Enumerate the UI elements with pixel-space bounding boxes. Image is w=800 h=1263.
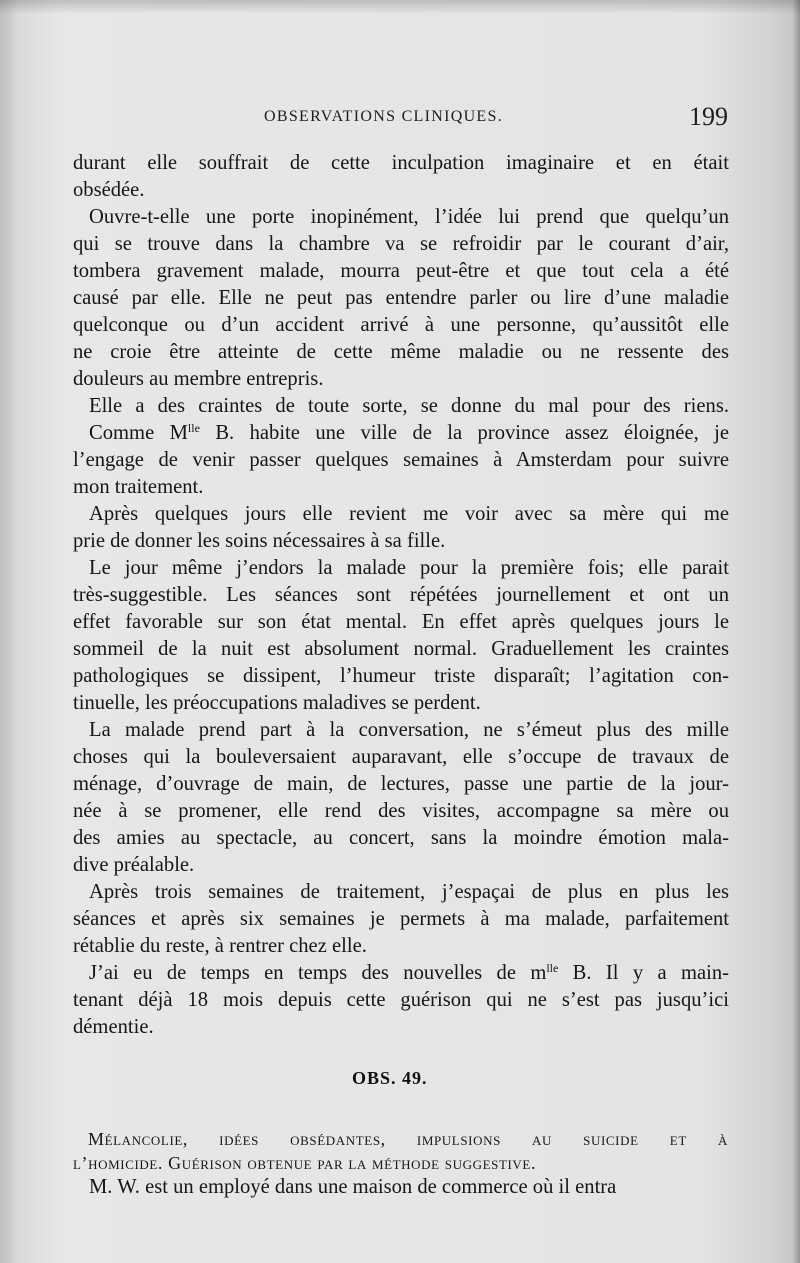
text-line: Le jour même j’endors la malade pour la première fois; elle parait (89, 557, 729, 579)
text-line: l’engage de venir passer quelques semaines à Amsterdam pour suivre (73, 449, 729, 471)
text-line: Après trois semaines de traitement, j’espaçai de plus en plus les (89, 881, 729, 903)
text-line: douleurs au membre entrepris. (73, 368, 324, 390)
text-line: prie de donner les soins nécessaires à sa fille. (73, 530, 446, 552)
superscript: lle (546, 961, 559, 975)
caption-line: l’homicide. Guérison obtenue par la méthode suggestive. (73, 1153, 537, 1173)
page-number: 199 (689, 102, 728, 131)
text-line: sommeil de la nuit est absolument normal. Graduellement les craintes (73, 638, 729, 660)
text-fragment: B. Il y a main- (558, 962, 729, 984)
text-line: née à se promener, elle rend des visites, accompagne sa mère ou (73, 800, 729, 822)
text-line: rétablie du reste, à rentrer chez elle. (73, 935, 367, 957)
text-line: tombera gravement malade, mourra peut-être et que tout cela a été (73, 260, 729, 282)
text-line: causé par elle. Elle ne peut pas entendre parler ou lire d’une maladie (73, 287, 729, 309)
superscript: lle (187, 421, 200, 435)
text-line: M. W. est un employé dans une maison de commerce où il entra (89, 1176, 617, 1198)
text-line: La malade prend part à la conversation, ne s’émeut plus des mille (89, 719, 729, 741)
text-line (73, 420, 729, 447)
text-line: effet favorable sur son état mental. En effet après quelques jours le (73, 611, 729, 633)
text-line: obsédée. (73, 179, 145, 201)
text-line: Elle a des craintes de toute sorte, se donne du mal pour des riens. (89, 395, 729, 417)
body-text (73, 150, 729, 1041)
text-line: pathologiques se dissipent, l’humeur triste disparaît; l’agitation con- (73, 665, 729, 687)
text-line: tinuelle, les préoccupations maladives se perdent. (73, 692, 481, 714)
text-line: Après quelques jours elle revient me voir avec sa mère qui me (89, 503, 729, 525)
text-line (73, 960, 729, 987)
text-fragment: J’ai eu de temps en temps des nouvelles de m (89, 962, 547, 984)
observation-caption (88, 1126, 728, 1153)
observation-heading: OBS. 49. (352, 1068, 428, 1088)
page-edge-shadow (792, 0, 800, 1263)
text-line: démentie. (73, 1016, 154, 1038)
text-line: durant elle souffrait de cette inculpation imaginaire et en était (73, 152, 729, 174)
text-line: choses qui la bouleversaient auparavant, elle s’occupe de travaux de (73, 746, 729, 768)
text-fragment: B. habite une ville de la province assez éloignée, je (199, 422, 729, 444)
text-line: qui se trouve dans la chambre va se refroidir par le courant d’air, (73, 233, 729, 255)
text-line: ne croie être atteinte de cette même maladie ou ne ressente des (73, 341, 729, 363)
caption-line: Mélancolie, idées obsédantes, impulsions au suicide et à (88, 1129, 728, 1149)
text-line: ménage, d’ouvrage de main, de lectures, passe une partie de la jour- (73, 773, 729, 795)
running-head (258, 102, 728, 136)
text-line: quelconque ou d’un accident arrivé à une personne, qu’aussitôt elle (73, 314, 729, 336)
text-line: séances et après six semaines je permets à ma malade, parfaitement (73, 908, 729, 930)
text-line: des amies au spectacle, au concert, sans la moindre émotion mala- (73, 827, 729, 849)
text-line: tenant déjà 18 mois depuis cette guérison qui ne s’est pas jusqu’ici (73, 989, 729, 1011)
text-line: dive préalable. (73, 854, 195, 876)
text-fragment: Comme M (89, 422, 188, 444)
text-line: Ouvre-t-elle une porte inopinément, l’idée lui prend que quelqu’un (89, 206, 729, 228)
running-title: OBSERVATIONS CLINIQUES. (264, 108, 504, 125)
text-line: très-suggestible. Les séances sont répétées journellement et ont un (73, 584, 729, 606)
text-line: mon traitement. (73, 476, 204, 498)
page-top-shadow (0, 0, 800, 14)
